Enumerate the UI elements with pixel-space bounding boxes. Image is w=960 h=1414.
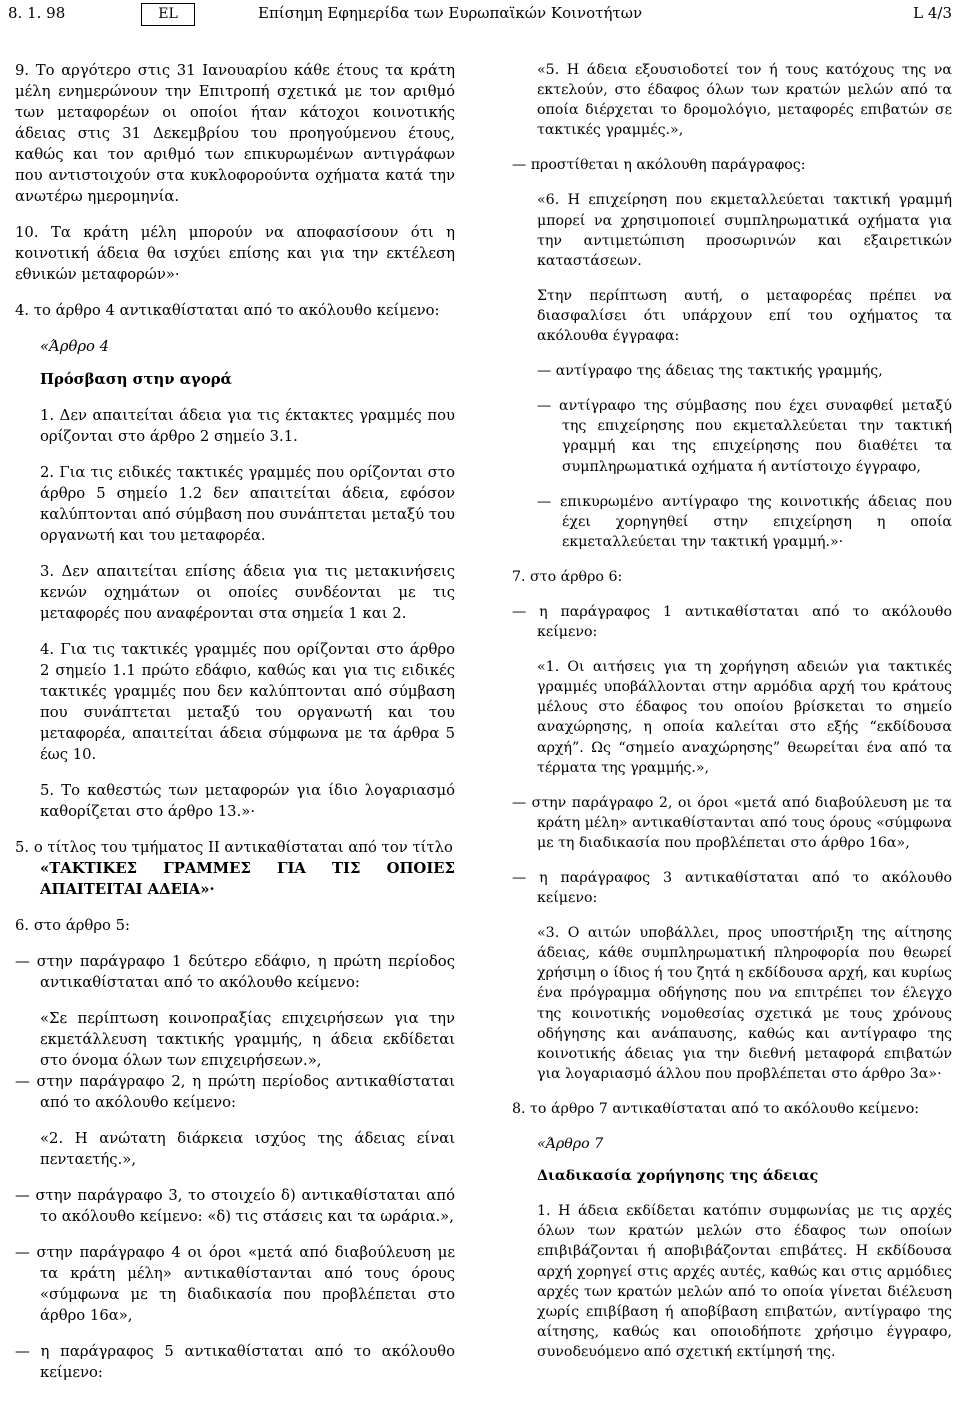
left-column — [15, 60, 455, 1383]
art5-quote-5: «5. Η άδεια εξουσιοδοτεί τον ή τους κατόχους της να εκτελούν, στο έδαφος όλων των κρατών μελών από τα οποία διέρχεται το δρομολόγιο, μεταφορές επιβατών σε τακτικές γραμμές.», — [537, 62, 952, 139]
art6-indent-2: — στην παράγραφο 2, οι όροι «μετά από διαβούλευση με τα κράτη μέλη» αντικαθίστανται από τους όρους «σύμφωνα με τη διαδικασία που προβλέπεται στο άρθρο 16α», — [512, 794, 952, 851]
art5-quote-1: «Σε περίπτωση κοινοπραξίας επιχειρήσεων για την εκμετάλλευση τακτικής γραμμής, η άδεια εκδίδεται στο όνομα όλων των επιχειρήσεων.», — [40, 1010, 455, 1069]
art5-indent-2: — στην παράγραφο 2, η πρώτη περίοδος αντικαθίσταται από το ακόλουθο κείμενο: — [15, 1073, 455, 1111]
right-column — [512, 60, 952, 1362]
article-4-para-1: 1. Δεν απαιτείται άδεια για τις έκτακτες γραμμές που ορίζονται στο άρθρο 2 σημείο 3.1. — [40, 407, 455, 445]
amendment-5: 5. ο τίτλος του τμήματος ΙΙ αντικαθίσταται από τον τίτλο — [15, 839, 453, 856]
amendment-7: 7. στο άρθρο 6: — [512, 568, 623, 585]
document-item-3: — επικυρωμένο αντίγραφο της κοινοτικής άδειας που έχει χορηγηθεί στην επιχείρηση η οποία εκμεταλλεύεται την τακτική γραμμή.»· — [537, 493, 952, 550]
art5-quote-6-cont: Στην περίπτωση αυτή, ο μεταφορέας πρέπει να διασφαλίσει ότι υπάρχουν επί του οχήματος τα ακόλουθα έγγραφα: — [537, 287, 952, 345]
art5-quote-6: «6. Η επιχείρηση που εκμεταλλεύεται τακτική γραμμή μπορεί να χρησιμοποιεί συμπληρωματικά οχήματα για την αντιμετώπιση προσωρινών και εξαιρετικών καταστάσεων. — [537, 192, 952, 269]
article-7-title: Διαδικασία χορήγησης της άδειας — [537, 1168, 819, 1185]
art5-indent-6: — προστίθεται η ακόλουθη παράγραφος: — [512, 157, 806, 174]
art5-indent-4: — στην παράγραφο 4 οι όροι «μετά από διαβούλευση με τα κράτη μέλη» αντικαθίστανται από τους όρους «σύμφωνα με τη διαδικασία που προβλέπεται στο άρθρο 16α», — [15, 1244, 455, 1324]
article-4-heading: «Άρθρο 4 — [40, 338, 110, 355]
article-4-para-3: 3. Δεν απαιτείται επίσης άδεια για τις μετακινήσεις κενών οχημάτων οι οποίες συνδέονται με τις μεταφορές που αναφέρονται στα σημεία 1 και 2. — [40, 563, 455, 622]
amendment-8: 8. το άρθρο 7 αντικαθίσταται από το ακόλουθο κείμενο: — [512, 1100, 920, 1117]
language-code: EL — [141, 3, 195, 26]
article-4-para-4: 4. Για τις τακτικές γραμμές που ορίζονται στο άρθρο 2 σημείο 1.1 πρώτο εδάφιο, καθώς και για τις ειδικές τακτικές γραμμές που δεν καλύπτονται από σύμβαση που συνάπτεται μεταξύ του οργανωτή και του μεταφορέα, απαιτείται άδεια σύμφωνα με τα άρθρα 5 έως 10. — [40, 641, 455, 763]
art5-quote-2: «2. Η ανώτατη διάρκεια ισχύος της άδειας είναι πενταετής.», — [40, 1130, 455, 1168]
document-item-2: — αντίγραφο της σύμβασης που έχει συναφθεί μεταξύ της επιχείρησης που εκμεταλλεύεται την τακτική γραμμή και της επιχείρησης που διαθέτει τα συμπληρωματικά οχήματα ή αντίστοιχο έγγραφο, — [537, 398, 952, 475]
article-4-para-2: 2. Για τις ειδικές τακτικές γραμμές που ορίζονται στο άρθρο 5 σημείο 1.2 δεν απαιτείται άδεια, εφόσον καλύπτονται από σύμβαση που συνάπτεται μεταξύ του οργανωτή και του μεταφορέα. — [40, 464, 455, 544]
page-header — [0, 0, 960, 34]
paragraph-10: 10. Τα κράτη μέλη μπορούν να αποφασίσουν ότι η κοινοτική άδεια θα ισχύει επίσης και για την εκτέλεση εθνικών μεταφορών»· — [15, 224, 455, 283]
art6-indent-1: — η παράγραφος 1 αντικαθίσταται από το ακόλουθο κείμενο: — [512, 603, 952, 641]
section-2-title: «ΤΑΚΤΙΚΕΣ ΓΡΑΜΜΕΣ ΓΙΑ ΤΙΣ ΟΠΟΙΕΣ ΑΠΑΙΤΕΙΤΑΙ ΑΔΕΙΑ»· — [40, 860, 455, 898]
article-7-heading: «Άρθρο 7 — [537, 1136, 604, 1153]
art6-quote-3: «3. Ο αιτών υποβάλλει, προς υποστήριξη της αίτησης άδειας, κάθε συμπληρωματική πληροφορία που θεωρεί χρήσιμη ο ίδιος ή του ζητά η εκδίδουσα αρχή, και κυρίως ένα πρόγραμμα οδήγησης που να επιτρέπει τον έλεγχο της κοινοτικής νομοθεσίας σχετικά με τους χρόνους οδήγησης και ανάπαυσης, καθώς και αντίγραφο της κοινοτικής άδειας για την διεθνή μεταφορά επιβατών για λογαριασμό άλλου που προβλέπεται στο άρθρο 3α»· — [537, 925, 952, 1082]
article-7-para-1: 1. Η άδεια εκδίδεται κατόπιν συμφωνίας με τις αρχές όλων των κρατών μελών στο έδαφος των οποίων επιβιβάζονται ή αποβιβάζονται επιβάτες. Η εκδίδουσα αρχή χορηγεί στις αρχές αυτές, καθώς και στις αρμόδιες αρχές των κρατών μελών από το οποία γίνεται διέλευση χωρίς επιβίβαση ή αποβίβαση επιβατών, αντίγραφο της αίτησης, καθώς και οποιοδήποτε χρήσιμο έγγραφο, συνοδευόμενο από σχετική εκτίμησή της. — [537, 1203, 952, 1360]
art6-quote-1: «1. Οι αιτήσεις για τη χορήγηση αδειών για τακτικές γραμμές υποβάλλονται στην αρμόδια αρχή του κράτους μέλους στο έδαφος του οποίου βρίσκεται το σημείο αναχώρησης, η οποία καλείται στο εξής “εκδίδουσα αρχή”. Ως “σημείο αναχώρησης” θεωρείται ένα από τα τέρματα της γραμμής.», — [537, 659, 952, 776]
document-item-1: — αντίγραφο της άδειας της τακτικής γραμμής, — [537, 363, 883, 380]
journal-title: Επίσημη Εφημερίδα των Ευρωπαϊκών Κοινοτήτων — [258, 4, 643, 22]
art5-indent-5: — η παράγραφος 5 αντικαθίσταται από το ακόλουθο κείμενο: — [15, 1343, 455, 1381]
amendment-6: 6. στο άρθρο 5: — [15, 917, 131, 934]
page-number: L 4/3 — [913, 4, 952, 22]
issue-date: 8. 1. 98 — [8, 4, 66, 22]
article-4-title: Πρόσβαση στην αγορά — [40, 371, 232, 388]
art5-indent-1: — στην παράγραφο 1 δεύτερο εδάφιο, η πρώτη περίοδος αντικαθίσταται από το ακόλουθο κείμενο: — [15, 953, 455, 991]
art6-indent-3: — η παράγραφος 3 αντικαθίσταται από το ακόλουθο κείμενο: — [512, 870, 952, 907]
amendment-4: 4. το άρθρο 4 αντικαθίσταται από το ακόλουθο κείμενο: — [15, 302, 440, 319]
paragraph-9: 9. Το αργότερο στις 31 Ιανουαρίου κάθε έτους τα κράτη μέλη ενημερώνουν την Επιτροπή σχετικά με τον αριθμό των μεταφορέων οι οποίοι ήταν κάτοχοι κοινοτικής άδειας στις 31 Δεκεμβρίου του προηγούμενου έτους, καθώς και τον αριθμό των επικυρωμένων αντιγράφων που αντιστοιχούν στα κυκλοφορούντα οχήματα κατά την ανωτέρω ημερομηνία. — [15, 62, 455, 205]
article-4-para-5: 5. Το καθεστώς των μεταφορών για ίδιο λογαριασμό καθορίζεται στο άρθρο 13.»· — [40, 782, 455, 820]
art5-indent-3: — στην παράγραφο 3, το στοιχείο δ) αντικαθίσταται από το ακόλουθο κείμενο: «δ) τις στάσεις και τα ωράρια.», — [15, 1187, 455, 1225]
